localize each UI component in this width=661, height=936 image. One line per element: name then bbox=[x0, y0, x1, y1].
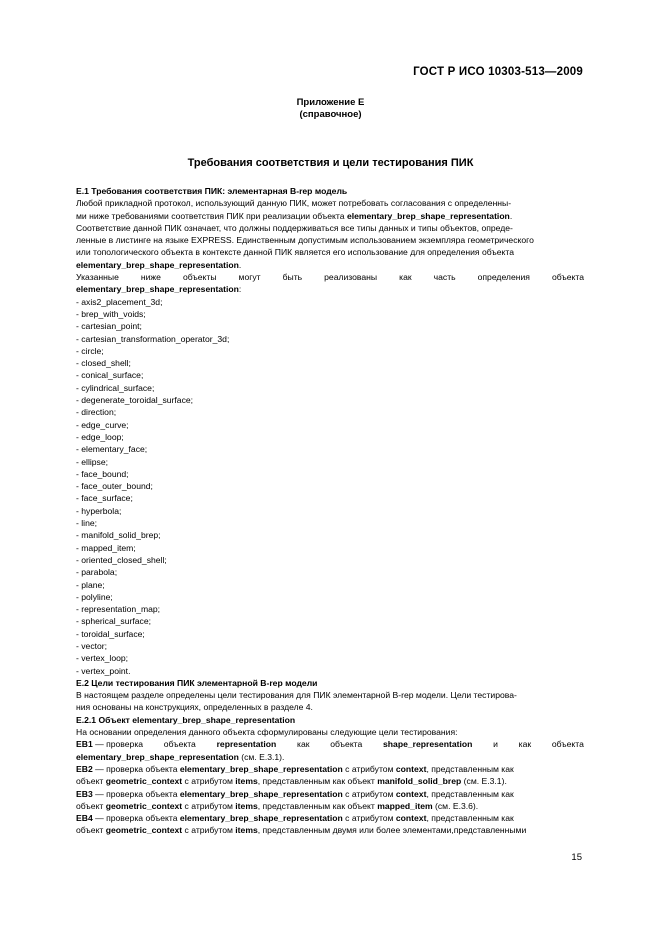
entity-list bbox=[76, 296, 584, 677]
word: объекта bbox=[551, 739, 584, 750]
list-item: - parabola; bbox=[76, 567, 118, 578]
list-item: - manifold_solid_brep; bbox=[76, 530, 161, 541]
list-item: - plane; bbox=[76, 579, 105, 590]
e1-p2-line4: elementary_brep_shape_representation. bbox=[76, 259, 242, 270]
e1-heading: Е.1 Требования соответствия ПИК: элементарная B-rep модель bbox=[76, 186, 348, 196]
list-item: - vertex_loop; bbox=[76, 653, 129, 664]
e2-p1-line1: В настоящем разделе определены цели тестирования для ПИК элементарной B-rep модели. Цели тестирова- bbox=[76, 690, 517, 701]
e1-p2-line1: Соответствие данной ПИК означает, что должны поддерживаться все типы данных и типы объектов, опреде- bbox=[76, 222, 513, 233]
e1-p1-line2: ми ниже требованиями соответствия ПИК при реализации объекта elementary_brep_shape_representation. bbox=[76, 210, 513, 221]
word: часть bbox=[433, 272, 456, 283]
eb2-line1: EB2 — проверка объекта elementary_brep_shape_representation с атрибутом context, представленным как bbox=[76, 763, 514, 774]
e21-heading: Е.2.1 Объект elementary_brep_shape_representation bbox=[76, 714, 296, 725]
list-item: - face_outer_bound; bbox=[76, 481, 153, 492]
list-item: - vector; bbox=[76, 640, 108, 651]
word: объекта bbox=[551, 272, 584, 283]
list-item: - ellipse; bbox=[76, 456, 108, 467]
eb3-line2: объект geometric_context с атрибутом items, представленным как объект mapped_item (см. Е.3.6). bbox=[76, 800, 479, 811]
word: быть bbox=[282, 272, 303, 283]
word: representation bbox=[216, 739, 277, 750]
word: реализованы bbox=[324, 272, 378, 283]
word: объекты bbox=[182, 272, 217, 283]
annex-type: (справочное) bbox=[299, 109, 362, 120]
list-item: - spherical_surface; bbox=[76, 616, 151, 627]
eb1-line2: elementary_brep_shape_representation (см. Е.3.1). bbox=[76, 751, 285, 762]
list-item: - face_bound; bbox=[76, 468, 129, 479]
list-item: - representation_map; bbox=[76, 604, 161, 615]
word: EB1 — проверка bbox=[76, 739, 144, 750]
e2-p1-line2: ния основаны на конструкциях, определенных в разделе 4. bbox=[76, 702, 313, 713]
word: могут bbox=[238, 272, 261, 283]
word: shape_representation bbox=[383, 739, 473, 750]
e1-p1-line1: Любой прикладной протокол, использующий данную ПИК, может потребовать согласования с определенны- bbox=[76, 198, 512, 209]
list-item: - degenerate_toroidal_surface; bbox=[76, 395, 194, 406]
word: как bbox=[518, 739, 532, 750]
list-item: - edge_loop; bbox=[76, 431, 124, 442]
list-item: - elementary_face; bbox=[76, 444, 148, 455]
eb4-line1: EB4 — проверка объекта elementary_brep_shape_representation с атрибутом context, представленным как bbox=[76, 813, 514, 824]
list-item: - polyline; bbox=[76, 591, 113, 602]
list-item: - vertex_point. bbox=[76, 665, 131, 676]
standard-header: ГОСТ Р ИСО 10303-513—2009 bbox=[413, 66, 583, 78]
list-item: - toroidal_surface; bbox=[76, 628, 145, 639]
section-title: Требования соответствия и цели тестирования ПИК bbox=[187, 157, 474, 169]
word: Указанные bbox=[76, 272, 119, 283]
list-item: - face_surface; bbox=[76, 493, 133, 504]
word: объекта bbox=[330, 739, 363, 750]
list-item: - brep_with_voids; bbox=[76, 308, 146, 319]
word: объекта bbox=[163, 739, 196, 750]
e21-intro: На основании определения данного объекта сформулированы следующие цели тестирования: bbox=[76, 727, 458, 738]
eb4-line2: объект geometric_context с атрибутом items, представленным двумя или более элементами,представленными bbox=[76, 825, 527, 836]
e2-heading: Е.2 Цели тестирования ПИК элементарной B-rep модели bbox=[76, 677, 318, 688]
list-item: - hyperbola; bbox=[76, 505, 122, 516]
e1-p2-line3: или топологического объекта в контексте данной ПИК является его использование для определения объекта bbox=[76, 247, 515, 258]
list-item: - oriented_closed_shell; bbox=[76, 554, 167, 565]
list-item: - conical_surface; bbox=[76, 370, 144, 381]
list-item: - cylindrical_surface; bbox=[76, 382, 155, 393]
word: как bbox=[399, 272, 412, 283]
e1-p2-line2: ленные в листинге на языке EXPRESS. Единственным допустимым использованием экземпляра геометрического bbox=[76, 235, 534, 246]
list-item: - edge_curve; bbox=[76, 419, 129, 430]
annex-label: Приложение Е bbox=[296, 97, 365, 108]
eb1-line1 bbox=[76, 738, 584, 750]
e1-p3-line1 bbox=[76, 271, 584, 283]
word: как bbox=[297, 739, 310, 750]
e1-p3-line2: elementary_brep_shape_representation: bbox=[76, 284, 242, 295]
list-item: - mapped_item; bbox=[76, 542, 136, 553]
word: ниже bbox=[140, 272, 161, 283]
list-item: - axis2_placement_3d; bbox=[76, 296, 163, 307]
word: и bbox=[493, 739, 498, 750]
list-item: - line; bbox=[76, 518, 98, 529]
list-item: - closed_shell; bbox=[76, 358, 131, 369]
list-item: - cartesian_transformation_operator_3d; bbox=[76, 333, 230, 344]
word: определения bbox=[477, 272, 530, 283]
list-item: - cartesian_point; bbox=[76, 321, 142, 332]
eb3-line1: EB3 — проверка объекта elementary_brep_shape_representation с атрибутом context, представленным как bbox=[76, 788, 514, 799]
eb2-line2: объект geometric_context с атрибутом items, представленным как объект manifold_solid_brep (см. Е.3.1). bbox=[76, 776, 507, 787]
page-number: 15 bbox=[571, 852, 582, 863]
list-item: - direction; bbox=[76, 407, 117, 418]
list-item: - circle; bbox=[76, 345, 104, 356]
body-text bbox=[76, 185, 584, 837]
